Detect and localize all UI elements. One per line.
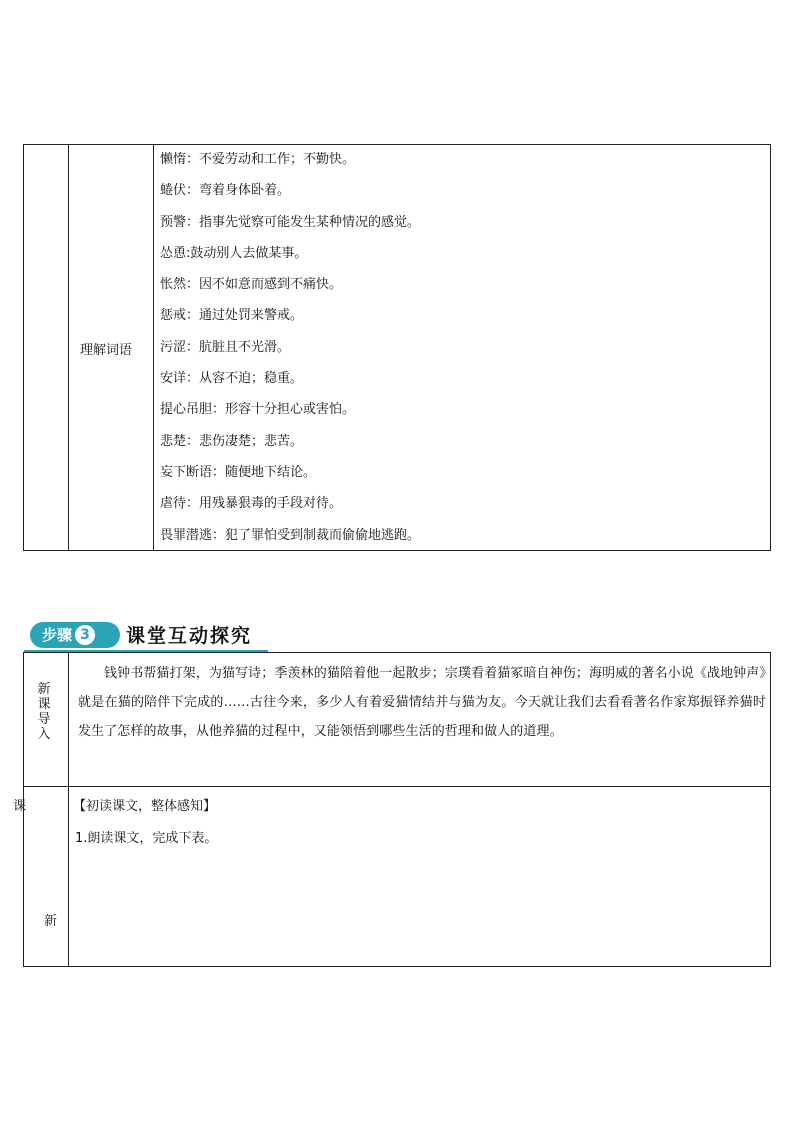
vocab-item: 惩戒：通过处罚来警戒。	[160, 308, 304, 324]
vocab-item: 妄下断语：随便地下结论。	[160, 464, 317, 480]
vocab-item: 怅然：因不如意而感到不痛快。	[160, 277, 343, 293]
step-title: 课堂互动探究	[126, 625, 253, 647]
vocab-item: 懒惰：不爱劳动和工作；不勤快。	[160, 152, 356, 167]
vocab-item: 污涩：肮脏且不光滑。	[160, 339, 291, 355]
vocab-item: 悲楚：悲伤凄楚；悲苦。	[160, 433, 304, 449]
vocab-item: 怂恿:鼓动别人去做某事。	[160, 245, 308, 261]
vocab-list	[160, 147, 760, 554]
reading-task: 1.朗读课文，完成下表。	[75, 831, 218, 846]
reading-section-label: 新	[44, 914, 58, 929]
reading-heading: 【初读课文，整体感知】	[73, 799, 217, 814]
step-badge-label: 步骤	[42, 626, 73, 644]
lesson-table-row-divider	[23, 786, 771, 787]
step-number: 3	[75, 625, 95, 645]
margin-fragment: 课	[13, 799, 27, 814]
vocab-table-divider-1	[68, 144, 69, 551]
vocab-item: 提心吊胆：形容十分担心或害怕。	[160, 402, 356, 418]
vocab-item: 虐待：用残暴狠毒的手段对待。	[160, 496, 343, 512]
lesson-table-divider	[68, 652, 69, 967]
intro-paragraph: 钱钟书帮猫打架，为猫写诗；季羡林的猫陪着他一起散步；宗璞看着猫冢暗自神伤；海明威的著名小说《战地钟声》就是在猫的陪伴下完成的……古往今来，多少人有着爱猫情结并与猫为友。今天就让我们去看看著名作家郑振铎养猫时发生了怎样的故事，从他养猫的过程中，又能领悟到哪些生活的哲理和做人的道理。	[78, 666, 766, 739]
step-badge	[30, 622, 120, 648]
vocab-item: 蜷伏：弯着身体卧着。	[160, 183, 291, 199]
vocab-item: 安详：从容不迫；稳重。	[160, 371, 304, 387]
vocab-section-label: 理解词语	[80, 343, 133, 358]
vocab-item: 畏罪潜逃：犯了罪怕受到制裁而偷偷地逃跑。	[160, 527, 421, 543]
intro-section-label: 新课导入	[37, 682, 51, 742]
vocab-item: 预警：指事先觉察可能发生某种情况的感觉。	[160, 214, 421, 230]
vocab-table-divider-2	[153, 144, 154, 551]
